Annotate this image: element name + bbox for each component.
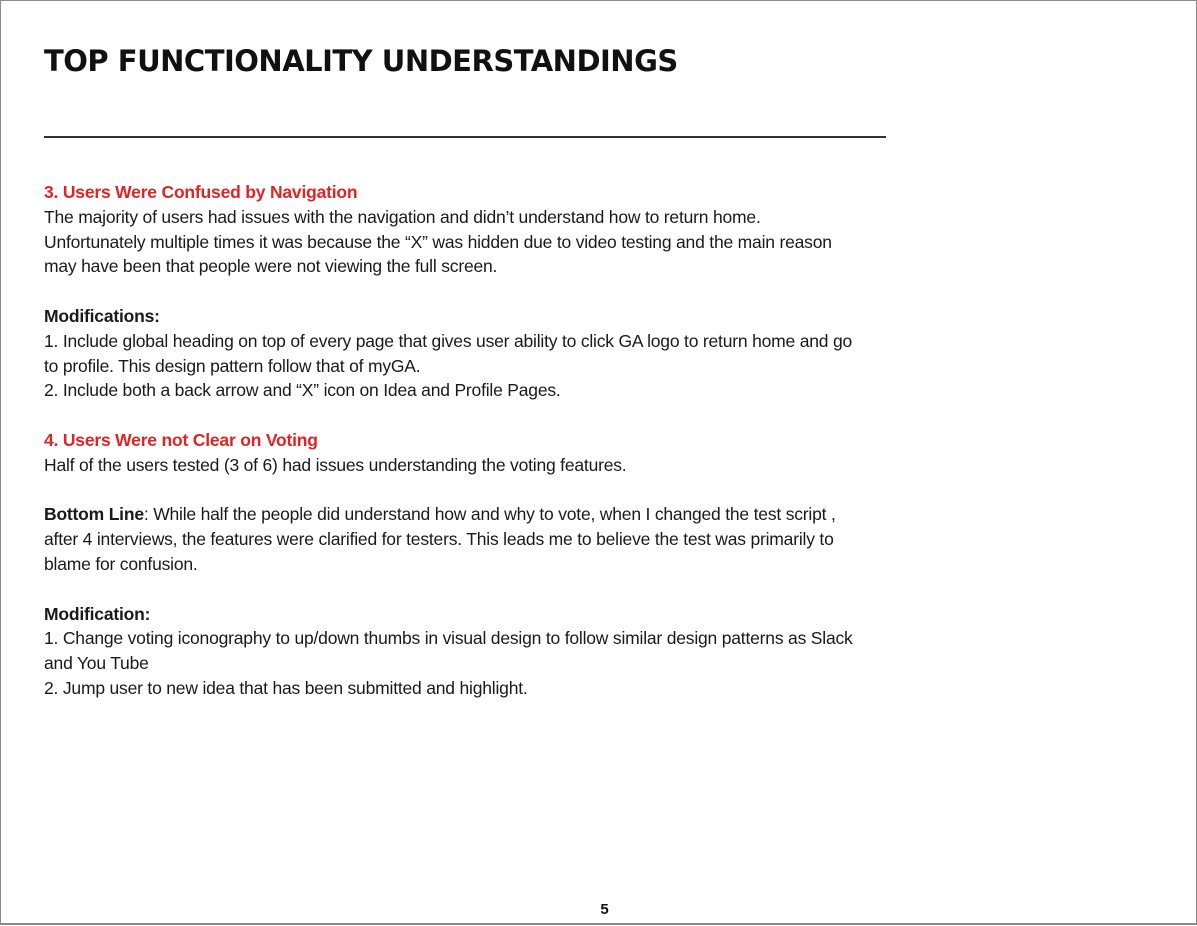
section-3-modification-line: 2. Include both a back arrow and “X” icon on Idea and Profile Pages. xyxy=(44,380,561,401)
section-3-modification-line: to profile. This design pattern follow that of myGA. xyxy=(44,355,421,376)
page-number: 5 xyxy=(600,901,609,918)
bottom-line-label: Bottom Line xyxy=(44,504,144,525)
section-3-body-line: Unfortunately multiple times it was because the “X” was hidden due to video testing and the main reason xyxy=(44,231,832,252)
section-4-modification-label: Modification: xyxy=(44,603,151,624)
bottom-line-text-line: blame for confusion. xyxy=(44,553,198,574)
section-3-modification-line: 1. Include global heading on top of every page that gives user ability to click GA logo to return home and go xyxy=(44,330,853,351)
section-4-modification-line: and You Tube xyxy=(44,653,149,674)
bottom-line-paragraph xyxy=(44,502,889,527)
section-4-heading: 4. Users Were not Clear on Voting xyxy=(44,429,318,450)
section-4-modification-line: 2. Jump user to new idea that has been submitted and highlight. xyxy=(44,677,528,698)
bottom-line-text-line: after 4 interviews, the features were clarified for testers. This leads me to believe the test was primarily to xyxy=(44,529,834,550)
section-3-heading: 3. Users Were Confused by Navigation xyxy=(44,182,358,202)
section-3-body-line: The majority of users had issues with the navigation and didn’t understand how to return home. xyxy=(44,206,761,227)
section-3-modifications-label: Modifications: xyxy=(44,305,160,326)
title-divider xyxy=(44,136,886,138)
section-3-body-line: may have been that people were not viewing the full screen. xyxy=(44,256,498,277)
page-title: TOP FUNCTIONALITY UNDERSTANDINGS xyxy=(44,44,678,78)
page-content xyxy=(44,180,889,701)
section-4-body: Half of the users tested (3 of 6) had issues understanding the voting features. xyxy=(44,454,627,475)
bottom-line-text: : While half the people did understand how and why to vote, when I changed the test script , xyxy=(143,504,836,525)
section-4-modification-line: 1. Change voting iconography to up/down thumbs in visual design to follow similar design patterns as Slack xyxy=(44,628,853,649)
